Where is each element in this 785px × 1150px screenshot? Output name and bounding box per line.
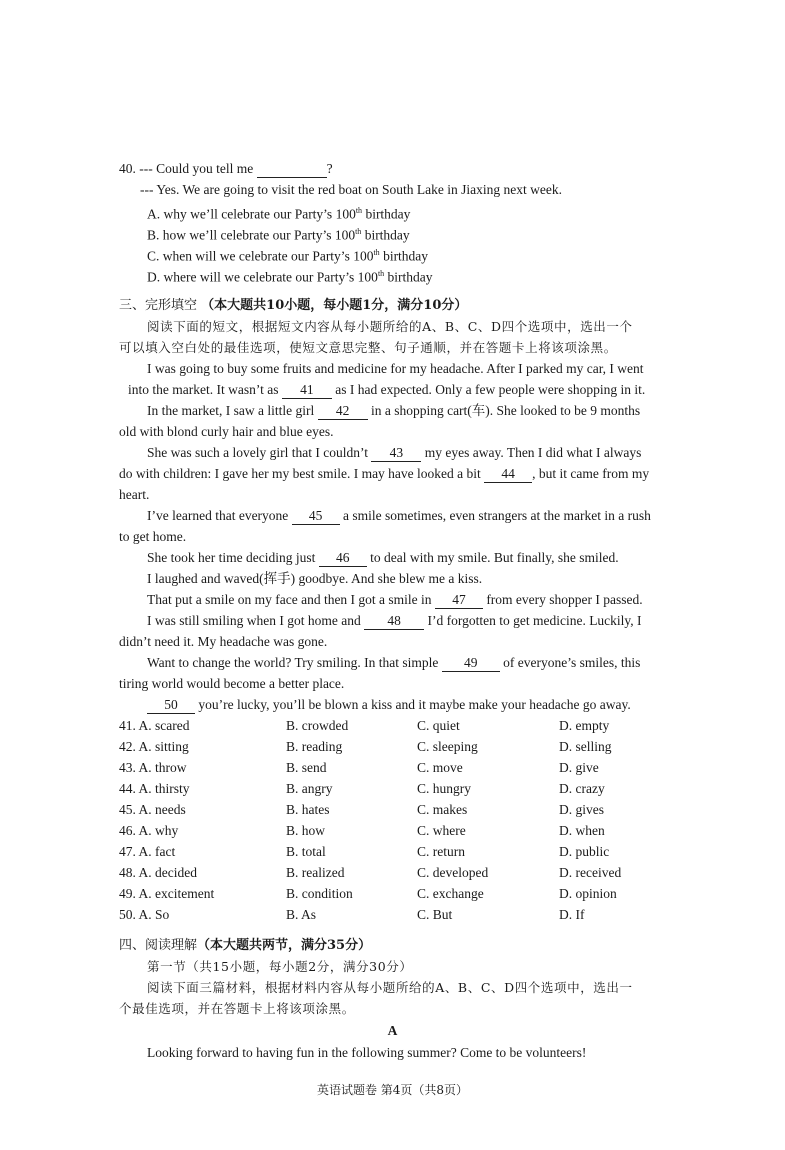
option-d: D. If [559,907,585,922]
option-b: B. condition [286,886,353,901]
passage-line: That put a smile on my face and then I got a smile in 47 from every shopper I passed. [147,592,643,607]
blank-46: 46 [319,550,367,567]
q40-option-a: A. why we’ll celebrate our Party’s 100th birthday [147,206,411,222]
passage-line: She took her time deciding just 46 to deal with my smile. But finally, she smiled. [147,550,619,565]
option-c: C. move [417,760,463,775]
option-b: B. reading [286,739,343,754]
section3-instruction-1: 阅读下面的短文，根据短文内容从每小题所给的A、B、C、D四个选项中，选出一个 [147,319,633,334]
option-d: D. public [559,844,610,859]
option-c: C. makes [417,802,468,817]
option-b: B. angry [286,781,333,796]
option-d: D. give [559,760,599,775]
option-d: D. opinion [559,886,617,901]
blank-47: 47 [435,592,483,609]
passage-line: tiring world would become a better place. [119,676,345,691]
option-d: D. gives [559,802,604,817]
option-a: 44. A. thirsty [119,781,190,796]
option-row-46 [0,822,785,842]
blank-41: 41 [282,382,332,399]
blank-42: 42 [318,403,368,420]
passage-line: to get home. [119,529,187,544]
section3-heading: 三、完形填空 （本大题共10小题，每小题1分，满分10分） [119,298,468,313]
option-d: D. crazy [559,781,605,796]
option-a: 48. A. decided [119,865,197,880]
option-c: C. exchange [417,886,484,901]
option-row-45 [0,801,785,821]
passage-line: I was going to buy some fruits and medicine for my headache. After I parked my car, I went [147,361,644,376]
page-footer: 英语试题卷 第4页（共8页） [316,1083,469,1097]
q40-option-c: C. when will we celebrate our Party’s 100th birthday [147,248,429,264]
blank-44: 44 [484,466,532,483]
blank-49: 49 [442,655,500,672]
section4-instruction-1: 阅读下面三篇材料，根据材料内容从每小题所给的A、B、C、D四个选项中，选出一 [147,980,633,995]
option-row-47 [0,843,785,863]
option-row-41 [0,717,785,737]
option-a: 42. A. sitting [119,739,189,754]
option-a: 46. A. why [119,823,179,838]
section4-heading: 四、阅读理解（本大题共两节，满分35分） [119,938,372,953]
passage-line: into the market. It wasn’t as 41 as I had expected. Only a few people were shopping in it. [128,382,646,397]
option-b: B. realized [286,865,345,880]
option-row-43 [0,759,785,779]
option-a: 50. A. So [119,907,170,922]
option-d: D. received [559,865,622,880]
option-d: D. when [559,823,605,838]
blank-48: 48 [364,613,424,630]
option-b: B. As [286,907,317,922]
section3-instruction-2: 可以填入空白处的最佳选项，使短文意思完整、句子通顺，并在答题卡上将该项涂黑。 [119,340,617,355]
option-a: 47. A. fact [119,844,176,859]
blank-45: 45 [292,508,340,525]
blank-43: 43 [371,445,421,462]
option-b: B. crowded [286,718,349,733]
passage-line: Want to change the world? Try smiling. In that simple 49 of everyone’s smiles, this [147,655,641,670]
option-row-48 [0,864,785,884]
q40-stem: 40. --- Could you tell me ? [119,161,333,176]
option-c: C. But [417,907,453,922]
option-c: C. sleeping [417,739,478,754]
option-c: C. where [417,823,466,838]
passage-a-heading: A [387,1023,398,1038]
option-row-42 [0,738,785,758]
q40-blank [257,161,327,178]
passage-a-first-line: Looking forward to having fun in the following summer? Come to be volunteers! [147,1045,587,1060]
option-c: C. quiet [417,718,460,733]
option-b: B. total [286,844,326,859]
q40-option-d: D. where will we celebrate our Party’s 100th birthday [147,269,433,285]
option-c: C. hungry [417,781,471,796]
section4-subheading: 第一节（共15小题，每小题2分，满分30分） [147,959,413,974]
passage-line: 50 you’re lucky, you’ll be blown a kiss and it maybe make your headache go away. [147,696,631,714]
option-c: C. return [417,844,465,859]
passage-line: heart. [119,487,150,502]
option-b: B. send [286,760,327,775]
q40-reply: --- Yes. We are going to visit the red boat on South Lake in Jiaxing next week. [140,182,562,197]
blank-50: 50 [147,697,195,714]
passage-line: She was such a lovely girl that I couldn’t 43 my eyes away. Then I did what I always [147,445,642,460]
passage-line: I laughed and waved(挥手) goodbye. And she blew me a kiss. [147,571,483,586]
option-c: C. developed [417,865,489,880]
option-b: B. how [286,823,326,838]
option-a: 41. A. scared [119,718,190,733]
option-a: 45. A. needs [119,802,186,817]
passage-line: old with blond curly hair and blue eyes. [119,424,334,439]
passage-line: In the market, I saw a little girl 42 in a shopping cart(车). She looked to be 9 months [147,403,641,418]
section4-instruction-2: 个最佳选项，并在答题卡上将该项涂黑。 [119,1001,355,1016]
option-a: 43. A. throw [119,760,187,775]
option-a: 49. A. excitement [119,886,215,901]
option-row-50 [0,906,785,926]
passage-line: didn’t need it. My headache was gone. [119,634,328,649]
option-row-44 [0,780,785,800]
option-d: D. selling [559,739,612,754]
option-b: B. hates [286,802,330,817]
passage-line: I’ve learned that everyone 45 a smile sometimes, even strangers at the market in a rush [147,508,651,523]
option-row-49 [0,885,785,905]
option-d: D. empty [559,718,610,733]
passage-line: do with children: I gave her my best smile. I may have looked a bit 44 , but it came from my [119,466,650,481]
q40-option-b: B. how we’ll celebrate our Party’s 100th birthday [147,227,410,243]
passage-line: I was still smiling when I got home and 48 I’d forgotten to get medicine. Luckily, I [147,613,642,628]
